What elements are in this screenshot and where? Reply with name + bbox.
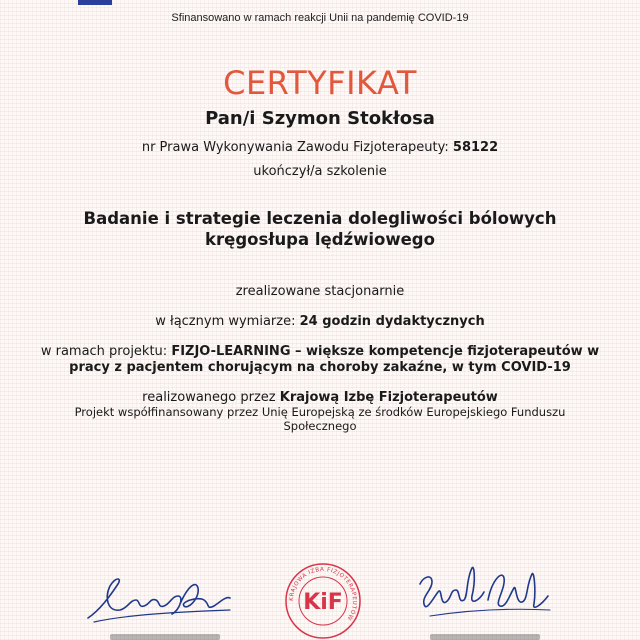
signature-icon xyxy=(410,560,560,630)
signature-caption-right xyxy=(430,634,540,640)
signature-caption-left xyxy=(110,634,220,640)
signature-icon xyxy=(80,566,240,626)
seal-logo-text: KiF xyxy=(303,590,343,615)
funding-note: Sfinansowano w ramach reakcji Unii na pandemię COVID-19 xyxy=(171,12,469,24)
kif-seal-icon xyxy=(284,562,362,640)
realized-line xyxy=(0,390,640,405)
eu-flag-fragment xyxy=(78,0,112,5)
project-label: w ramach projektu: xyxy=(40,344,168,359)
certificate-title: CERTYFIKAT xyxy=(223,64,417,102)
hours-line xyxy=(0,314,640,329)
training-mode: zrealizowane stacjonarnie xyxy=(235,284,405,299)
course-title xyxy=(0,208,640,250)
completed-text: ukończył/a szkolenie xyxy=(253,164,387,179)
course-title-line-2: kręgosłupa lędźwiowego xyxy=(205,230,435,249)
seal-ring-text: KRAJOWA IZBA FIZJOTERAPEUTÓW xyxy=(288,566,358,622)
cofinancing-note: Projekt współfinansowany przez Unię Europejską ze środków Europejskiego Funduszu Społecznego xyxy=(74,405,566,433)
project-name: FIZJO-LEARNING – większe kompetencje fizjoterapeutów w pracy z pacjentem chorującym na choroby zakaźne, w tym COVID-19 xyxy=(69,344,600,375)
recipient-name: Pan/i Szymon Stokłosa xyxy=(205,108,435,129)
project-line xyxy=(0,344,640,376)
course-title-line-1: Badanie i strategie leczenia dolegliwości bólowych xyxy=(83,209,557,228)
hours-value: 24 godzin dydaktycznych xyxy=(299,314,485,329)
hours-label: w łącznym wymiarze: xyxy=(155,314,296,329)
license-line xyxy=(0,140,640,155)
realized-label: realizowanego przez xyxy=(142,390,276,405)
organizer-name: Krajową Izbę Fizjoterapeutów xyxy=(279,390,498,405)
license-number: 58122 xyxy=(452,140,499,155)
license-label: nr Prawa Wykonywania Zawodu Fizjoterapeuty: xyxy=(141,140,449,155)
